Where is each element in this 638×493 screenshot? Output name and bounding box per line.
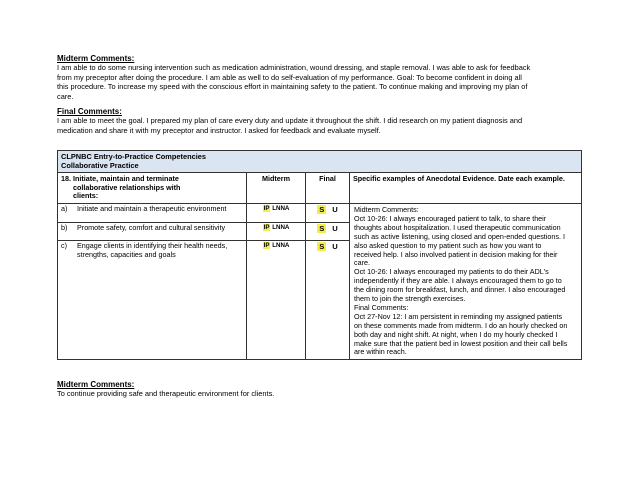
evidence-line: care. <box>354 258 370 268</box>
evidence-line: both day and night shift. At night, when I do my hourly checked I <box>354 329 558 339</box>
rating-na: NA <box>280 204 290 212</box>
evidence-line: received help. I also involved patient in decision making for their <box>354 249 558 259</box>
midterm-comments-body <box>57 389 581 399</box>
midterm-line: I am able to do some nursing intervention such as medication administration, wound dressing, and staple removal. I was able to ask for feedback <box>57 63 531 72</box>
midterm-line: To continue providing safe and therapeutic environment for clients. <box>57 389 275 398</box>
table-row <box>58 222 247 241</box>
midterm-line: care. <box>57 91 74 101</box>
midterm-line: from my preceptor after doing the procedure. I am able as well to do self-evaluation of my performance. Goal: To become confident in doing all <box>57 72 522 82</box>
competency-number: 18. <box>61 174 71 184</box>
midterm-comments-body <box>57 63 581 101</box>
table-row <box>58 203 247 222</box>
item-label: b) <box>61 222 68 232</box>
evidence-column-header: Specific examples of Anecdotal Evidence. Date each example. <box>350 173 582 204</box>
rating-na: NA <box>280 223 290 231</box>
rating-ip: IP <box>263 242 270 250</box>
table-title <box>58 151 582 173</box>
midterm-comments-heading: Midterm Comments: <box>57 54 135 63</box>
midterm-comments-heading: Midterm Comments: <box>57 380 135 389</box>
final-line: medication and share it with my preceptor and instructor. I asked for feedback and evaluate myself. <box>57 125 381 135</box>
competency-table <box>57 150 582 360</box>
table-row <box>58 241 247 264</box>
evidence-line: Midterm Comments: <box>354 204 419 214</box>
rating-ip: IP <box>263 204 270 212</box>
midterm-rating <box>247 241 306 264</box>
rating-ln: LN <box>272 204 281 212</box>
evidence-line: Oct 27-Nov 12: I am persistent in reminding my assigned patients <box>354 311 563 321</box>
rating-na: NA <box>280 242 290 250</box>
rating-ln: LN <box>272 223 281 231</box>
comments-section-bottom <box>57 380 581 399</box>
table-title-line2: Collaborative Practice <box>61 160 139 170</box>
midterm-column-header: Midterm <box>247 173 306 204</box>
evidence-line: independently if they are able. I always encouraged them to go to <box>354 276 562 286</box>
competency-line: clients: <box>73 191 99 201</box>
final-rating <box>306 241 350 264</box>
final-comments-heading: Final Comments: <box>57 107 122 117</box>
item-label: a) <box>61 203 68 213</box>
competency-line: collaborative relationships with <box>73 182 181 192</box>
evidence-line: the dining room for breakfast, lunch, and dinner. I also encouraged <box>354 285 566 295</box>
midterm-rating <box>247 203 306 222</box>
evidence-line: Oct 10-26: I always encouraged my patients to do their ADL's <box>354 267 549 277</box>
evidence-cell <box>350 203 582 359</box>
evidence-line: such as active listening, using closed and open-ended questions. I <box>354 231 565 241</box>
evidence-line: Final Comments: <box>354 302 409 312</box>
comments-section-top <box>57 54 581 136</box>
competency-header <box>58 173 247 204</box>
final-comments-body <box>57 116 581 135</box>
evidence-line: make sure that the patient bed in lowest position and their call bells <box>354 338 568 348</box>
empty-cell <box>58 263 247 359</box>
empty-cell <box>306 263 350 359</box>
empty-cell <box>247 263 306 359</box>
evidence-line: thoughts about hospitalization. I used therapeutic communication <box>354 222 561 232</box>
final-column-header: Final <box>306 173 350 204</box>
rating-u: U <box>332 223 338 233</box>
rating-s: S <box>319 242 325 252</box>
evidence-line: on these comments made from midterm. I do an hourly checked on <box>354 320 568 330</box>
midterm-rating <box>247 222 306 241</box>
evidence-line: are within reach. <box>354 347 407 357</box>
rating-s: S <box>319 204 325 214</box>
rating-u: U <box>332 204 338 214</box>
final-line: I am able to meet the goal. I prepared my plan of care every duty and update it throughout the shift. I did research on my patient diagnosis and <box>57 116 523 126</box>
rating-u: U <box>332 242 338 252</box>
evidence-line: Oct 10-26: I always encouraged patient to talk, to share their <box>354 213 547 223</box>
midterm-line: this procedure. To increase my speed with the conscious effort in maintaining safety to the patient. To continue making and improving my plan of <box>57 82 528 92</box>
item-text: Initiate and maintain a therapeutic environment <box>77 203 227 213</box>
evidence-line: them to join the strength exercises. <box>354 294 466 304</box>
table-title-line1: CLPNBC Entry-to-Practice Competencies <box>61 152 206 161</box>
rating-ip: IP <box>263 223 270 231</box>
item-text: Promote safety, comfort and cultural sensitivity <box>77 222 226 232</box>
item-label: c) <box>61 241 67 251</box>
rating-s: S <box>319 223 325 233</box>
rating-ln: LN <box>272 242 281 250</box>
evidence-line: also asked question to my patient such as how you want to <box>354 240 542 250</box>
final-rating <box>306 222 350 241</box>
item-text: Engage clients in identifying their health needs, strengths, capacities and goals <box>77 241 228 259</box>
final-rating <box>306 203 350 222</box>
competency-line: Initiate, maintain and terminate <box>73 174 179 184</box>
